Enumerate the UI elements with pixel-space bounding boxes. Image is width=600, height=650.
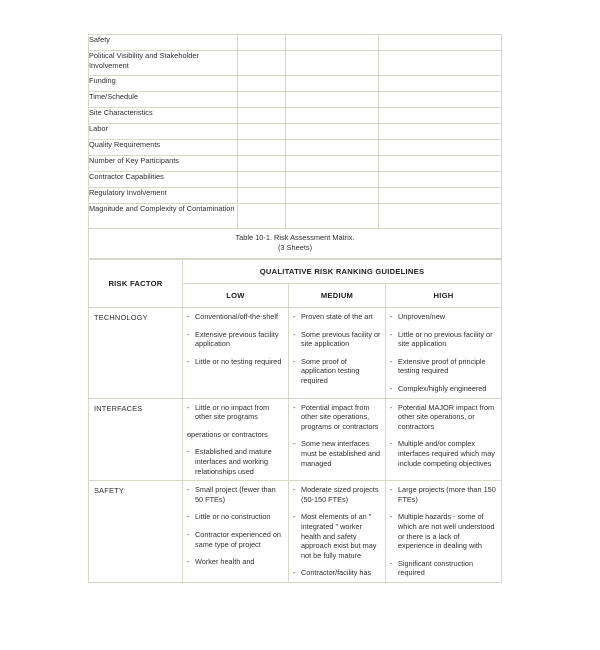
column-header-low: LOW bbox=[183, 284, 289, 308]
bullet-item: - Small project (fewer than 50 FTEs) bbox=[187, 485, 284, 504]
table-row bbox=[89, 204, 502, 229]
bullet-item: - Extensive proof of principle testing required bbox=[390, 357, 497, 376]
column-header-high: HIGH bbox=[386, 284, 502, 308]
bullet-item: - Potential impact from other site operations, programs or contractors bbox=[293, 403, 381, 432]
table-row bbox=[89, 92, 502, 108]
bullet-item: - Some new interfaces must be established and managed bbox=[293, 439, 381, 468]
column-header-risk-factor: RISK FACTOR bbox=[89, 260, 183, 308]
cell-safety-low bbox=[183, 481, 289, 583]
table-row bbox=[89, 481, 502, 583]
risk-factor-blank-cell-c[interactable] bbox=[379, 51, 502, 76]
risk-factor-blank-cell-b[interactable] bbox=[286, 204, 379, 229]
column-header-medium: MEDIUM bbox=[289, 284, 386, 308]
row-factor-interfaces: INTERFACES bbox=[89, 398, 183, 481]
bullet-item: - Little or no construction bbox=[187, 512, 284, 522]
table-row bbox=[89, 156, 502, 172]
risk-factor-blank-cell-b[interactable] bbox=[286, 140, 379, 156]
table-row bbox=[89, 188, 502, 204]
cell-safety-high bbox=[386, 481, 502, 583]
table-caption bbox=[89, 229, 502, 259]
bullet-item: - Unproven/new bbox=[390, 312, 497, 322]
cell-safety-medium bbox=[289, 481, 386, 583]
risk-factor-label: Time/Schedule bbox=[89, 92, 238, 108]
risk-factor-label: Labor bbox=[89, 124, 238, 140]
risk-factor-blank-cell-a[interactable] bbox=[238, 76, 286, 92]
bullet-item-continuation: - operations or contractors bbox=[187, 430, 284, 440]
risk-factor-list-table bbox=[88, 34, 502, 259]
bullet-item: - Proven state of the art bbox=[293, 312, 381, 322]
bullet-item: - Large projects (more than 150 FTEs) bbox=[390, 485, 497, 504]
risk-factor-label: Number of Key Participants bbox=[89, 156, 238, 172]
risk-factor-label: Safety bbox=[89, 35, 238, 51]
bullet-item: - Complex/highly engineered bbox=[390, 384, 497, 394]
bullet-item: - Contractor/facility has bbox=[293, 568, 381, 578]
risk-factor-blank-cell-c[interactable] bbox=[379, 188, 502, 204]
bullet-item: - Multiple and/or complex interfaces required which may include competing objectives bbox=[390, 439, 497, 468]
table-caption-line2: (3 Sheets) bbox=[277, 243, 313, 252]
table-row bbox=[89, 172, 502, 188]
risk-factor-blank-cell-c[interactable] bbox=[379, 92, 502, 108]
risk-factor-blank-cell-b[interactable] bbox=[286, 35, 379, 51]
cell-interfaces-medium bbox=[289, 398, 386, 481]
guidelines-table-head bbox=[89, 260, 502, 308]
risk-factor-blank-cell-a[interactable] bbox=[238, 204, 286, 229]
bullet-item: - Worker health and bbox=[187, 557, 284, 567]
risk-factor-blank-cell-c[interactable] bbox=[379, 140, 502, 156]
risk-factor-blank-cell-a[interactable] bbox=[238, 35, 286, 51]
risk-factor-label: Site Characteristics bbox=[89, 108, 238, 124]
table-row bbox=[89, 398, 502, 481]
risk-factor-blank-cell-c[interactable] bbox=[379, 172, 502, 188]
table-row bbox=[89, 108, 502, 124]
risk-factor-label: Regulatory Involvement bbox=[89, 188, 238, 204]
cell-interfaces-high bbox=[386, 398, 502, 481]
bullet-item: - Some previous facility or site application bbox=[293, 330, 381, 349]
table-row bbox=[89, 140, 502, 156]
cell-interfaces-low bbox=[183, 398, 289, 481]
table-row bbox=[89, 308, 502, 399]
risk-factor-blank-cell-a[interactable] bbox=[238, 172, 286, 188]
bullet-item: - Moderate sized projects (50-150 FTEs) bbox=[293, 485, 381, 504]
bullet-item: - Most elements of an " integrated " worker health and safety approach exist but may not be fully mature bbox=[293, 512, 381, 560]
risk-factor-blank-cell-c[interactable] bbox=[379, 124, 502, 140]
risk-factor-blank-cell-b[interactable] bbox=[286, 156, 379, 172]
risk-factor-blank-cell-c[interactable] bbox=[379, 204, 502, 229]
risk-factor-blank-cell-b[interactable] bbox=[286, 124, 379, 140]
risk-factor-blank-cell-b[interactable] bbox=[286, 76, 379, 92]
bullet-item: - Conventional/off-the-shelf bbox=[187, 312, 284, 322]
risk-factor-blank-cell-a[interactable] bbox=[238, 124, 286, 140]
bullet-item: - Some proof of application testing required bbox=[293, 357, 381, 386]
risk-factor-label: Political Visibility and Stakeholder Involvement bbox=[89, 51, 238, 76]
table-row bbox=[89, 51, 502, 76]
risk-factor-blank-cell-a[interactable] bbox=[238, 51, 286, 76]
risk-factor-blank-cell-b[interactable] bbox=[286, 108, 379, 124]
bullet-item: - Contractor experienced on same type of project bbox=[187, 530, 284, 549]
risk-factor-blank-cell-a[interactable] bbox=[238, 156, 286, 172]
bullet-item: - Multiple hazards - some of which are not well understood or there is a lack of experience in dealing with bbox=[390, 512, 497, 550]
risk-factor-label: Quality Requirements bbox=[89, 140, 238, 156]
risk-factor-blank-cell-c[interactable] bbox=[379, 108, 502, 124]
cell-technology-high bbox=[386, 308, 502, 399]
bullet-item: - Extensive previous facility application bbox=[187, 330, 284, 349]
table-row bbox=[89, 76, 502, 92]
bullet-item: - Established and mature interfaces and working relationships used bbox=[187, 447, 284, 476]
row-factor-technology: TECHNOLOGY bbox=[89, 308, 183, 399]
table-caption-line1: Table 10-1. Risk Assessment Matrix. bbox=[235, 233, 355, 242]
row-factor-safety: SAFETY bbox=[89, 481, 183, 583]
risk-factor-blank-cell-a[interactable] bbox=[238, 188, 286, 204]
risk-factor-blank-cell-b[interactable] bbox=[286, 51, 379, 76]
guidelines-header-row-group bbox=[89, 260, 502, 284]
guidelines-table-body bbox=[89, 308, 502, 583]
risk-factor-blank-cell-c[interactable] bbox=[379, 35, 502, 51]
bullet-item: - Potential MAJOR impact from other site operations, or contractors bbox=[390, 403, 497, 432]
bullet-item: - Little or no impact from other site programs bbox=[187, 403, 284, 422]
column-header-group: QUALITATIVE RISK RANKING GUIDELINES bbox=[183, 260, 502, 284]
bullet-item: - Little or no previous facility or site application bbox=[390, 330, 497, 349]
risk-factor-blank-cell-c[interactable] bbox=[379, 156, 502, 172]
risk-factor-label: Funding bbox=[89, 76, 238, 92]
table-row bbox=[89, 124, 502, 140]
risk-factor-label: Magnitude and Complexity of Contamination bbox=[89, 204, 238, 229]
risk-factor-blank-cell-c[interactable] bbox=[379, 76, 502, 92]
risk-factor-blank-cell-a[interactable] bbox=[238, 92, 286, 108]
risk-factor-blank-cell-b[interactable] bbox=[286, 172, 379, 188]
cell-technology-medium bbox=[289, 308, 386, 399]
risk-factor-blank-cell-b[interactable] bbox=[286, 188, 379, 204]
table-caption-row bbox=[89, 229, 502, 259]
table-row bbox=[89, 35, 502, 51]
risk-factor-blank-cell-b[interactable] bbox=[286, 92, 379, 108]
risk-ranking-guidelines-table bbox=[88, 259, 502, 583]
risk-factor-blank-cell-a[interactable] bbox=[238, 108, 286, 124]
bullet-item: - Little or no testing required bbox=[187, 357, 284, 367]
risk-factor-label: Contractor Capabilities bbox=[89, 172, 238, 188]
risk-factor-blank-cell-a[interactable] bbox=[238, 140, 286, 156]
risk-factor-list-body bbox=[89, 35, 502, 259]
cell-technology-low bbox=[183, 308, 289, 399]
bullet-item: - Significant construction required bbox=[390, 559, 497, 578]
document-content bbox=[88, 34, 501, 583]
